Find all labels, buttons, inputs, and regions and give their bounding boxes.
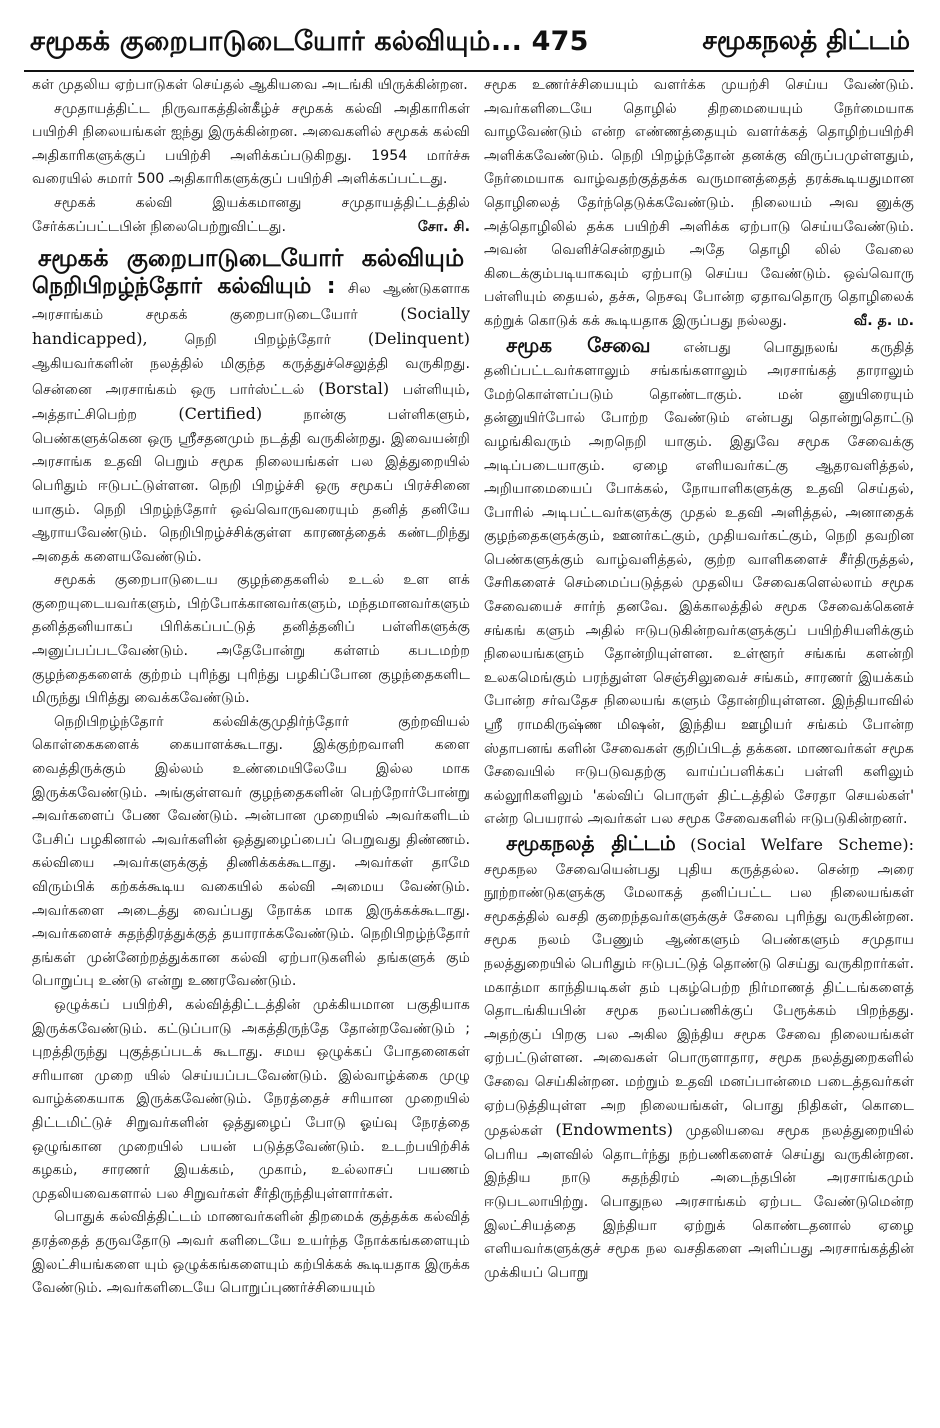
section-heading-line1: சமூகக் குறைபாடுடையோர் கல்வியும் <box>37 244 465 273</box>
paragraph: கள் முதலிய ஏற்பாடுகள் செய்தல் ஆகியவை அடங்கி யிருக்கின்றன. <box>32 77 468 93</box>
running-head-right: சமூகநலத் திட்டம் <box>702 26 910 56</box>
running-head-left: சமூகக் குறைபாடுடையோர் கல்வியும்... 475 <box>30 26 589 57</box>
paragraph <box>32 192 470 239</box>
english-term: (Socially handicapped), <box>32 303 470 349</box>
topic-heading-social-service: சமூக சேவை <box>506 332 651 357</box>
topic-heading-social-welfare: சமூகநலத் திட்டம் <box>506 831 676 855</box>
paragraph: சமுதாயத்திட்ட நிருவாகத்தின்கீழ்ச் சமூகக் கல்வி அதிகாரிகள் பயிற்சி நிலையங்கள் ஐந்து இருக்கின்றன. அவைகளில் சமூகக் கல்வி அதிகாரிகளுக்குப் பயிற்சி அளிக்கப்படுகிறது. 1954 மார்ச்சு வரையில் சுமார் 500 அதிகாரிகளுக்குப் பயிற்சி அளிக்கப்பட்டது. <box>32 100 470 188</box>
text-run: சமூகநல சேவையென்பது புதிய கருத்தல்ல. சென்ற அரை நூற்றாண்டுகளுக்கு மேலாகத் தனிப்பட்ட பல நிலையங்கள் சமூகத்தில் வசதி குறைந்தவர்களுக்குச் சேவை புரிந்து வருகின்றன. சமூக நலம் பேணும் ஆண்களும் பெண்களும் சமுதாய நலத்துறையில் பெரிதும் ஈடுபட்டுத் தொண்டு செய்து வருகிறார்கள். மகாத்மா காந்தியடிகள் தம் புகழ்பெற்ற நிர்மாணத் திட்டங்களைத் தொடங்கியபின் சமூக நலப்பணிக்குப் பேரூக்கம் பிறந்தது. அதற்குப் பிறகு பல அகில இந்திய சமூக சேவை நிலையங்கள் ஏற்பட்டுள்ளன. அவைகள் பொருளாதார, சமூக நலத்துறைகளில் சேவை செய்கின்றன. மற்றும் உதவி மனப்பான்மை படைத்தவர்கள் ஏற்படுத்தியுள்ள அற நிலையங்கள், பொது நிதிகள், கொடை முதல்கள் <box>484 861 914 1140</box>
english-term: (Endowments) <box>555 1120 673 1140</box>
paragraph-text: சமூகக் கல்வி இயக்கமானது சமுதாயத்திட்டத்தில் சேர்க்கப்பட்டபின் நிலைபெற்றுவிட்டது. <box>32 194 470 235</box>
text-run: நெறி பிறழ்ந்தோர் <box>184 332 331 349</box>
text-run: பள்ளியும், அத்தாட்சிபெற்ற <box>32 381 470 424</box>
english-term: (Delinquent) <box>367 329 470 349</box>
text-run: ஆகியவர்களின் நலத்தில் மிகுந்த கருத்துச்செலுத்தி வருகிறது. சென்னை அரசாங்கம் ஒரு பார்ஸ்ட்டல் <box>32 355 470 398</box>
paragraph: ஒழுக்கப் பயிற்சி, கல்வித்திட்டத்தின் முக்கியமான பகுதியாக இருக்கவேண்டும். கட்டுப்பாடு அகத்திருந்தே தோன்றவேண்டும் ; புறத்திருந்து புகுத்தப்படக் கூடாது. சமய ஒழுக்கப் போதனைகள் சரியான முறை யில் செய்யப்படவேண்டும். இல்வாழ்க்கை முழு வாழ்க்கையாக இருக்கவேண்டும். நேரத்தைச் சரியான முறையில் திட்டமிட்டுச் சிறுவர்களின் ஒத்துழைப் போடு ஓய்வு நேரத்தை ஒழுங்கான முறையில் பயன் படுத்தவேண்டும். உடற்பயிற்சிக் கழகம், சாரணர் இயக்கம், முகாம், உல்லாசப் பயணம் முதலியவைகளால் பல சிறுவர்கள் சீர்திருந்தியுள்ளார்கள். <box>32 996 470 1202</box>
left-column <box>32 74 470 1414</box>
author-initials: வீ. த. ம. <box>853 312 914 329</box>
text-run: சில ஆண்டுகளாக அரசாங்கம் சமூகக் குறைபாடுடையோர் <box>32 281 470 323</box>
right-column <box>484 74 914 1414</box>
paragraph-text: சமூக உணர்ச்சியையும் வளர்க்க முயற்சி செய்ய வேண்டும். அவர்களிடையே தொழில் திறமையையும் நேர்மையாக வாழவேண்டும் என்ற எண்ணத்தையும் வளர்க்கத் தொழிற்பயிற்சி அளிக்கவேண்டும். நெறி பிறழ்ந்தோன் தனக்கு விருப்பமுள்ளதும், நேர்மையாக வாழ்வதற்குத்தக்க வருமானத்தைத் தரக்கூடியதுமான தொழிலைத் தேர்ந்தெடுக்கவேண்டும். நிலையம் அவ னுக்கு அத்தொழிலில் தக்க பயிற்சி அளிக்க ஏற்பாடு செய்யவேண்டும். அவன் வெளிச்சென்றதும் அதே தொழி லில் வேலை கிடைக்கும்படியாகவும் ஏற்பாடு செய்ய வேண்டும். ஒவ்வொரு பள்ளியும் தையல், தச்சு, நெசவு போன்ற ஏதாவதொரு தொழிலைக் கற்றுக் கொடுக் கக் கூடியதாக இருப்பது நல்லது. <box>484 77 914 329</box>
english-term: (Social Welfare Scheme): <box>690 835 914 854</box>
english-term: (Borstal) <box>318 378 390 398</box>
paragraph: சமூகக் குறைபாடுடைய குழந்தைகளில் உடல் உள ளக் குறையுடையவர்களும், பிற்போக்கானவர்களும், மந்தமானவர்களும் தனித்தனியாகப் பிரிக்கப்பட்டுத் தனித்தனிப் பள்ளிகளுக்கு அனுப்பப்படவேண்டும். அதேபோன்று கள்ளம் கபடமற்ற குழந்தைகளைக் குற்றம் புரிந்து புரிந்து பழகிப்போன குழந்தைகளிட மிருந்து பிரித்து வைக்கவேண்டும். <box>32 572 470 707</box>
paragraph: பொதுக் கல்வித்திட்டம் மாணவர்களின் திறமைக் குத்தக்க கல்வித் தரத்தைத் தருவதோடு அவர் களிடையே உயர்ந்த நோக்கங்களையும் இலட்சியங்களை யும் ஒழுக்கங்களையும் கற்பிக்கக் கூடியதாக இருக்க வேண்டும். அவர்களிடையே பொறுப்புணர்ச்சியையும் <box>32 1209 470 1297</box>
author-initials: சோ. சி. <box>417 218 470 235</box>
text-columns <box>24 74 916 1414</box>
section-heading-line2: நெறிபிறழ்ந்தோர் கல்வியும் : <box>32 274 336 300</box>
section-paragraph <box>32 275 470 569</box>
page-header <box>24 18 914 72</box>
text-run: நான்கு பள்ளிகளும், பெண்களுக்கென ஒரு ஸ்ரீசதனமும் நடத்தி வருகின்றது. இவையன்றி அரசாங்க உதவி பெறும் சமூக நிலையங்கள் பல இத்துறையில் பெரிதும் ஈடுபட்டுள்ளன. நெறி பிறழ்ச்சி ஒரு சமூகப் பிரச்சினை யாகும். நெறி பிறழ்ந்தோர் ஒவ்வொருவரையும் தனித் தனியே ஆராயவேண்டும். நெறிபிறழ்ச்சிக்குள்ள காரணத்தைக் கண்டறிந்து அதைக் களையவேண்டும். <box>32 407 470 565</box>
topic-paragraph <box>484 334 914 832</box>
topic-paragraph <box>484 832 914 1285</box>
paragraph: நெறிபிறழ்ந்தோர் கல்விக்குமுதிர்ந்தோர் குற்றவியல் கொள்கைகளைக் கையாளக்கூடாது. இக்குற்றவாளி களை வைத்திருக்கும் இல்லம் உண்மையிலேயே இல்ல மாக இருக்கவேண்டும். அங்குள்ளவர் குழந்தைகளின் பெற்றோர்போன்று அவர்களைப் பேண வேண்டும். அன்பான முறையில் அவர்களிடம் பேசிப் பழகினால் அவர்களின் ஒத்துழைப்பைப் பெறுவது திண்ணம். கல்வியை அவர்களுக்குத் திணிக்கக்கூடாது. அவர்கள் தாமே விரும்பிக் கற்கக்கூடிய வகையில் கல்வி அமைய வேண்டும். அவர்களை அடைத்து வைப்பது நோக்க மாக இருக்கக்கூடாது. அவர்களைச் சுதந்திரத்துக்குத் தயாராக்கவேண்டும். நெறிபிறழ்ந்தோர் தங்கள் முன்னேற்றத்துக்கான கல்வி ஏற்பாடுகளில் தங்களுக் கும் பொறுப்பு உண்டு என்று உணரவேண்டும். <box>32 713 470 990</box>
text-run: முதலியவை சமூக நலத்துறையில் பெரிய அளவில் தொடர்ந்து நற்பணிகளைச் செய்து வருகின்றன. இந்திய நாடு சுதந்திரம் அடைந்தபின் அரசாங்கமும் ஈடுபடலாயிற்று. பொதுநல அரசாங்கம் ஏற்பட வேண்டுமென்ற இலட்சியத்தை இந்தியா ஏற்றுக் கொண்டதனால் ஏழை எளியவர்களுக்குச் சமூக நல வசதிகளை அளிப்பது அரசாங்கத்தின் முக்கியப் பொறு <box>484 1123 914 1281</box>
paragraph <box>484 74 914 334</box>
english-term: (Certified) <box>178 404 263 424</box>
text-run: என்பது பொதுநலங் கருதித் தனிப்பட்டவர்களாலும் சங்கங்களாலும் அரசாங்கத் தாராலும் மேற்கொள்ளப்படும் தொண்டாகும். மன் னுயிரையும் தன்னுயிர்போல் போற்ற வேண்டும் என்பது தொன்றுதொட்டு வழங்கிவரும் அறநெறி யாகும். இதுவே சமூக சேவைக்கு அடிப்படையாகும். ஏழை எளியவர்கட்கு ஆதரவளித்தல், அறியாமையைப் போக்கல், நோயாளிகளுக்கு உதவி செய்தல், போரில் அடிபட்டவர்களுக்கு முதல் உதவி அளித்தல், அனாதைக் குழந்தைகளுக்கும், ஊனர்கட்கும், முதியவர்கட்கும், நெறி தவறின பெண்களுக்கும் வாழ்வளித்தல், குற்ற வாளிகளைச் சீர்திருத்தல், சேரிகளைச் செம்மைப்படுத்தல் முதலிய சேவைகளெல்லாம் சமூக சேவையைச் சார்ந் தனவே. இக்காலத்தில் சமூக சேவைக்கெனச் சங்கங் களும் அதில் ஈடுபடுகின்றவர்களுக்குப் பயிற்சியளிக்கும் நிலையங்களும் தோன்றியுள்ளன. உள்ளூர் சங்கங் களன்றி உலகமெங்கும் பரந்துள்ள செஞ்சிலுவைச் சங்கம், சாரணர் இயக்கம் போன்ற சர்வதேச நிலையங் களும் தோன்றியுள்ளன. இந்தியாவில் ஸ்ரீ ராமகிருஷ்ண மிஷன், இந்திய ஊழியர் சங்கம் போன்ற ஸ்தாபனங் களின் சேவைகள் குறிப்பிடத் தக்கன. மாணவர்கள் சமூக சேவையில் ஈடுபடுவதற்கு வாய்ப்பளிக்கப் பள்ளி களிலும் கல்லூரிகளிலும் 'கல்விப் பொருள் திட்டத்தில் சேரதா செயல்கள்' என்ற பெயரால் அவர்கள் பல சமூக சேவைகளில் ஈடுபடுகின்றனர். <box>484 339 914 828</box>
